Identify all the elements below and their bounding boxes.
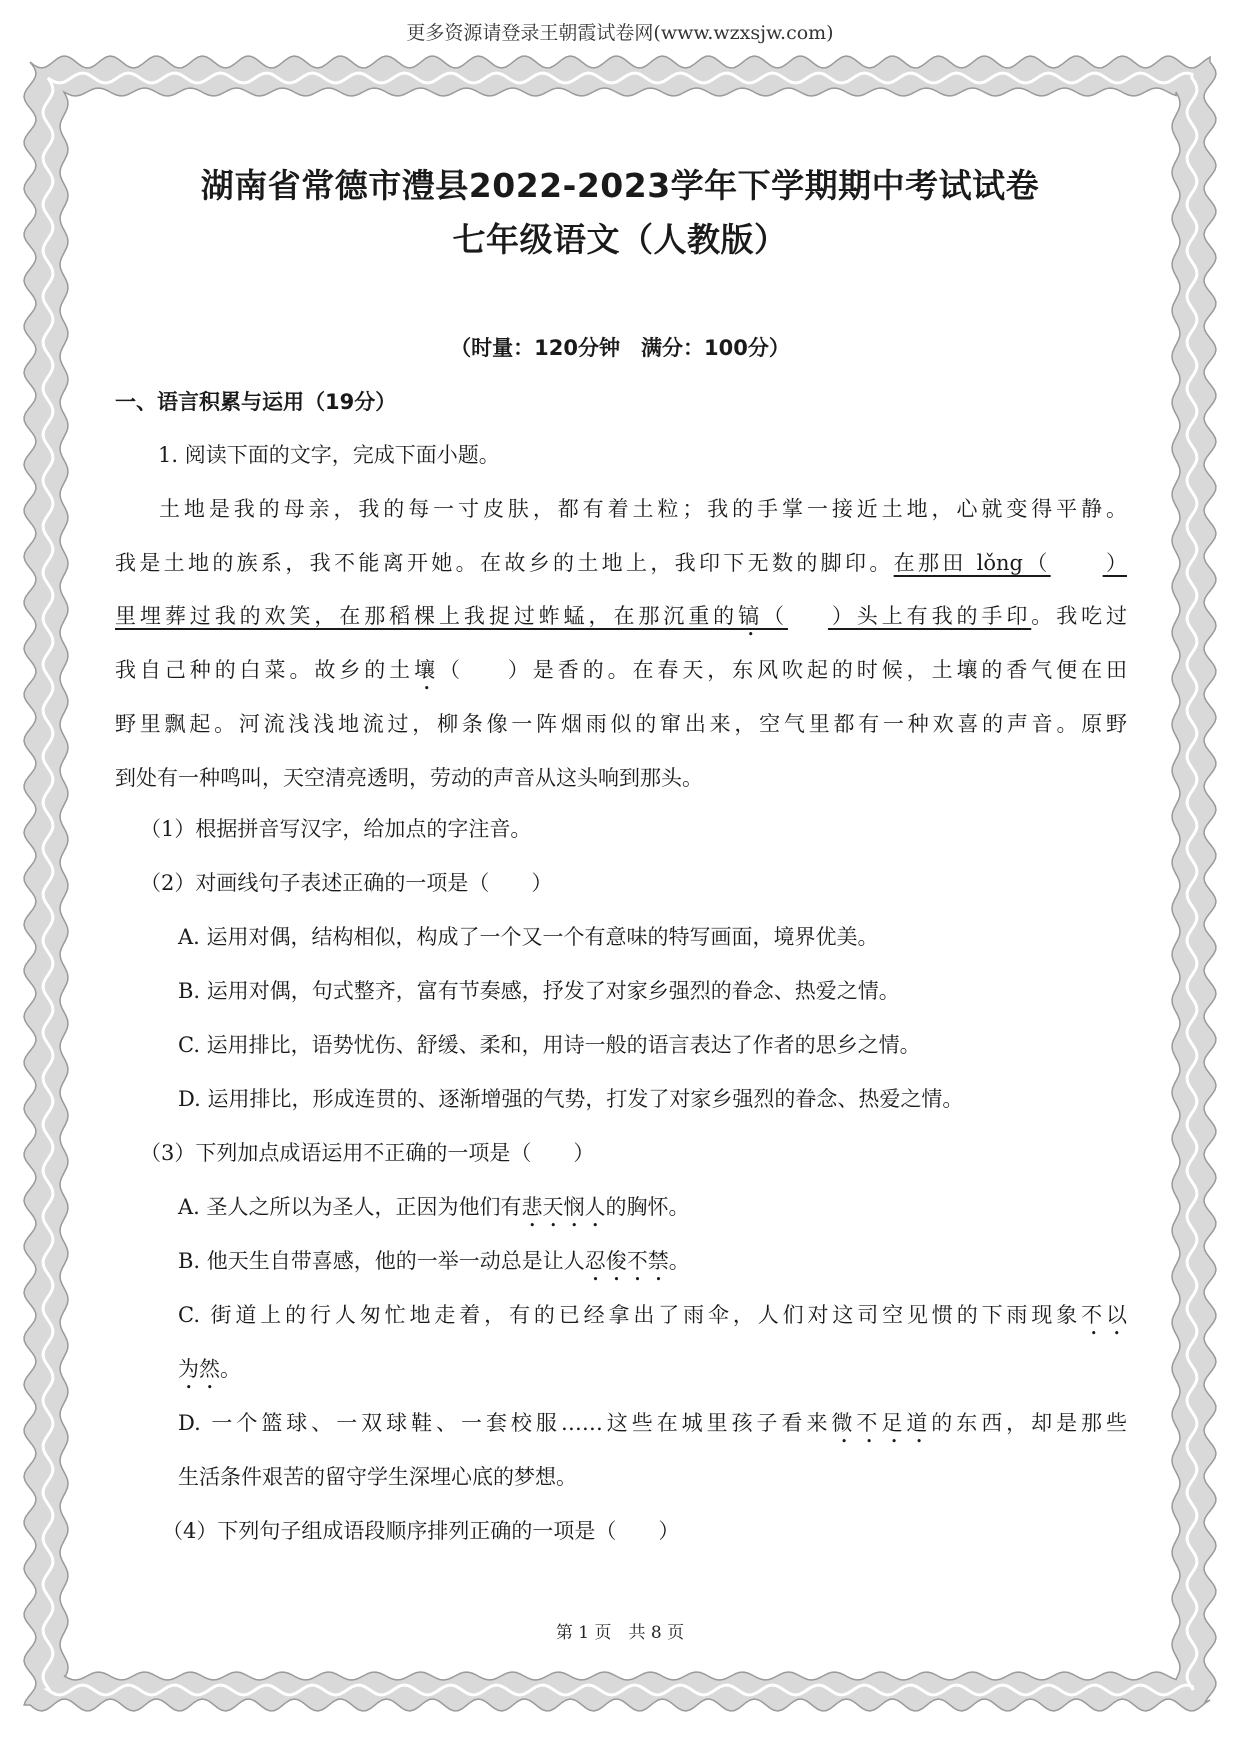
header-note: 更多资源请登录王朝霞试卷网(www.wzxsjw.com) bbox=[406, 22, 834, 44]
option-c: C. 街道上的行人匆忙地走着，有的已经拿出了雨伞，人们对这司空见惯的下雨现象不以 bbox=[178, 1303, 1127, 1327]
page-footer: 第 1 页 共 8 页 bbox=[555, 1623, 685, 1643]
exam-time-score: （时量：120分钟 满分：100分） bbox=[450, 336, 790, 360]
question-1-intro: 1. 阅读下面的文字，完成下面小题。 bbox=[158, 443, 500, 467]
dotted-idiom: 悲天悯人 bbox=[521, 1195, 606, 1219]
option-c-cont: 为然。 bbox=[178, 1357, 241, 1381]
sub-question-2: （2）对画线句子表述正确的一项是（ ） bbox=[140, 871, 553, 895]
dotted-char: 镐 bbox=[738, 604, 764, 628]
sub-question-1: （1）根据拼音写汉字，给加点的字注音。 bbox=[140, 817, 532, 841]
dotted-char: 壤 bbox=[414, 658, 440, 682]
exam-title: 湖南省常德市澧县2022-2023学年下学期期中考试试卷 bbox=[200, 166, 1040, 205]
dotted-idiom: 忍俊不禁 bbox=[584, 1249, 669, 1273]
option-b: B. 运用对偶，句式整齐，富有节奏感，抒发了对家乡强烈的眷念、热爱之情。 bbox=[178, 979, 900, 1003]
passage-line: 到处有一种鸣叫，天空清亮透明，劳动的声音从这头响到那头。 bbox=[115, 766, 703, 790]
passage-line: 土地是我的母亲，我的每一寸皮肤，都有着土粒；我的手掌一接近土地，心就变得平静。 bbox=[159, 497, 1127, 521]
dotted-idiom: 为然 bbox=[178, 1357, 220, 1381]
option-a: A. 运用对偶，结构相似，构成了一个又一个有意味的特写画面，境界优美。 bbox=[178, 925, 879, 949]
section-heading: 一、语言积累与运用（19分） bbox=[115, 390, 397, 414]
sub-question-4: （4）下列句子组成语段顺序排列正确的一项是（ ） bbox=[162, 1519, 680, 1543]
option-d: D. 运用排比，形成连贯的、逐渐增强的气势，打发了对家乡强烈的眷念、热爱之情。 bbox=[178, 1087, 964, 1111]
dotted-idiom: 不以 bbox=[1081, 1303, 1127, 1327]
option-d-cont: 生活条件艰苦的留守学生深埋心底的梦想。 bbox=[178, 1465, 577, 1489]
underlined-sentence: 在那田 lǒng（ ） bbox=[893, 551, 1127, 575]
passage-line: 我自己种的白菜。故乡的土壤（ ）是香的。在春天，东风吹起的时候，土壤的香气便在田 bbox=[115, 658, 1128, 682]
passage-line: 野里飘起。河流浅浅地流过，柳条像一阵烟雨似的窜出来，空气里都有一种欢喜的声音。原野 bbox=[115, 712, 1127, 736]
option-a: A. 圣人之所以为圣人，正因为他们有悲天悯人的胸怀。 bbox=[178, 1195, 690, 1219]
dotted-idiom: 微不足道 bbox=[831, 1411, 932, 1435]
option-b: B. 他天生自带喜感，他的一举一动总是让人忍俊不禁。 bbox=[178, 1249, 690, 1273]
sub-question-3: （3）下列加点成语运用不正确的一项是（ ） bbox=[140, 1141, 595, 1165]
option-d: D. 一个篮球、一双球鞋、一套校服……这些在城里孩子看来微不足道的东西，却是那些 bbox=[178, 1411, 1128, 1435]
passage-line: 里埋葬过我的欢笑，在那稻棵上我捉过蚱蜢，在那沉重的镐（ ）头上有我的手印。我吃过 bbox=[115, 604, 1128, 628]
option-c: C. 运用排比，语势忧伤、舒缓、柔和，用诗一般的语言表达了作者的思乡之情。 bbox=[178, 1033, 921, 1057]
underlined-sentence: 里埋葬过我的欢笑，在那稻棵上我捉过蚱蜢，在那沉重的镐（ ）头上有我的手印 bbox=[115, 604, 1032, 628]
exam-subtitle: 七年级语文（人教版） bbox=[452, 220, 788, 259]
passage-line: 我是土地的族系，我不能离开她。在故乡的土地上，我印下无数的脚印。在那田 lǒng（ ） bbox=[115, 551, 1127, 575]
